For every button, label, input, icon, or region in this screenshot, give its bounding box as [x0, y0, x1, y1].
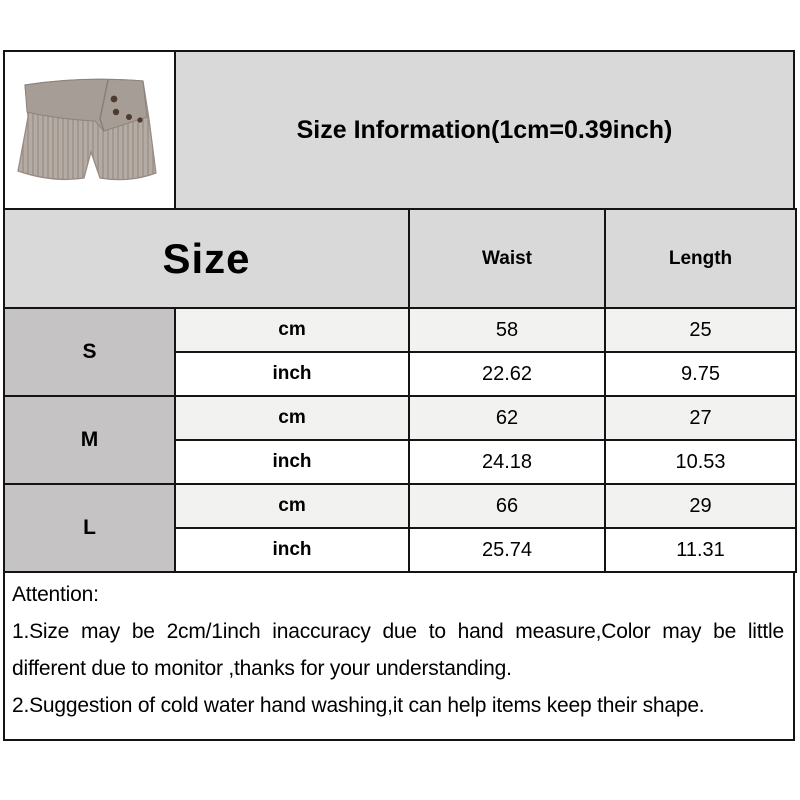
size-label-l: L — [4, 484, 175, 572]
value-s-inch-length: 9.75 — [605, 352, 796, 396]
page-title: Size Information(1cm=0.39inch) — [296, 115, 673, 144]
product-photo-cell — [5, 52, 176, 208]
unit-label: cm — [175, 484, 409, 528]
shorts-photo — [7, 55, 172, 205]
value-m-inch-length: 10.53 — [605, 440, 796, 484]
table-header-row — [4, 209, 796, 308]
value-m-inch-waist: 24.18 — [409, 440, 605, 484]
attention-box — [3, 571, 795, 741]
value-l-cm-waist: 66 — [409, 484, 605, 528]
unit-label: cm — [175, 396, 409, 440]
table-row — [4, 484, 796, 528]
length-column-header: Length — [605, 209, 796, 308]
value-l-inch-length: 11.31 — [605, 528, 796, 572]
table-row — [4, 396, 796, 440]
unit-label: inch — [175, 440, 409, 484]
attention-note-2: 2.Suggestion of cold water hand washing,it can help items keep their shape. — [12, 694, 705, 717]
size-column-header: Size — [4, 209, 409, 308]
size-table — [3, 208, 797, 573]
attention-heading: Attention: — [12, 583, 99, 606]
table-row — [4, 308, 796, 352]
unit-label: inch — [175, 528, 409, 572]
waist-column-header: Waist — [409, 209, 605, 308]
banner-title-cell — [176, 52, 793, 208]
size-label-m: M — [4, 396, 175, 484]
value-s-cm-waist: 58 — [409, 308, 605, 352]
value-s-cm-length: 25 — [605, 308, 796, 352]
attention-note-1: 1.Size may be 2cm/1inch inaccuracy due to hand measure,Color may be little different due to monitor ,thanks for your understanding. — [12, 620, 784, 680]
size-label-s: S — [4, 308, 175, 396]
value-m-cm-length: 27 — [605, 396, 796, 440]
banner-row — [3, 50, 795, 210]
button-icon — [126, 114, 132, 120]
value-l-cm-length: 29 — [605, 484, 796, 528]
value-s-inch-waist: 22.62 — [409, 352, 605, 396]
button-icon — [137, 117, 142, 122]
value-m-cm-waist: 62 — [409, 396, 605, 440]
button-icon — [113, 109, 119, 115]
unit-label: inch — [175, 352, 409, 396]
value-l-inch-waist: 25.74 — [409, 528, 605, 572]
button-icon — [111, 96, 118, 103]
unit-label: cm — [175, 308, 409, 352]
size-chart-sheet — [3, 50, 795, 741]
